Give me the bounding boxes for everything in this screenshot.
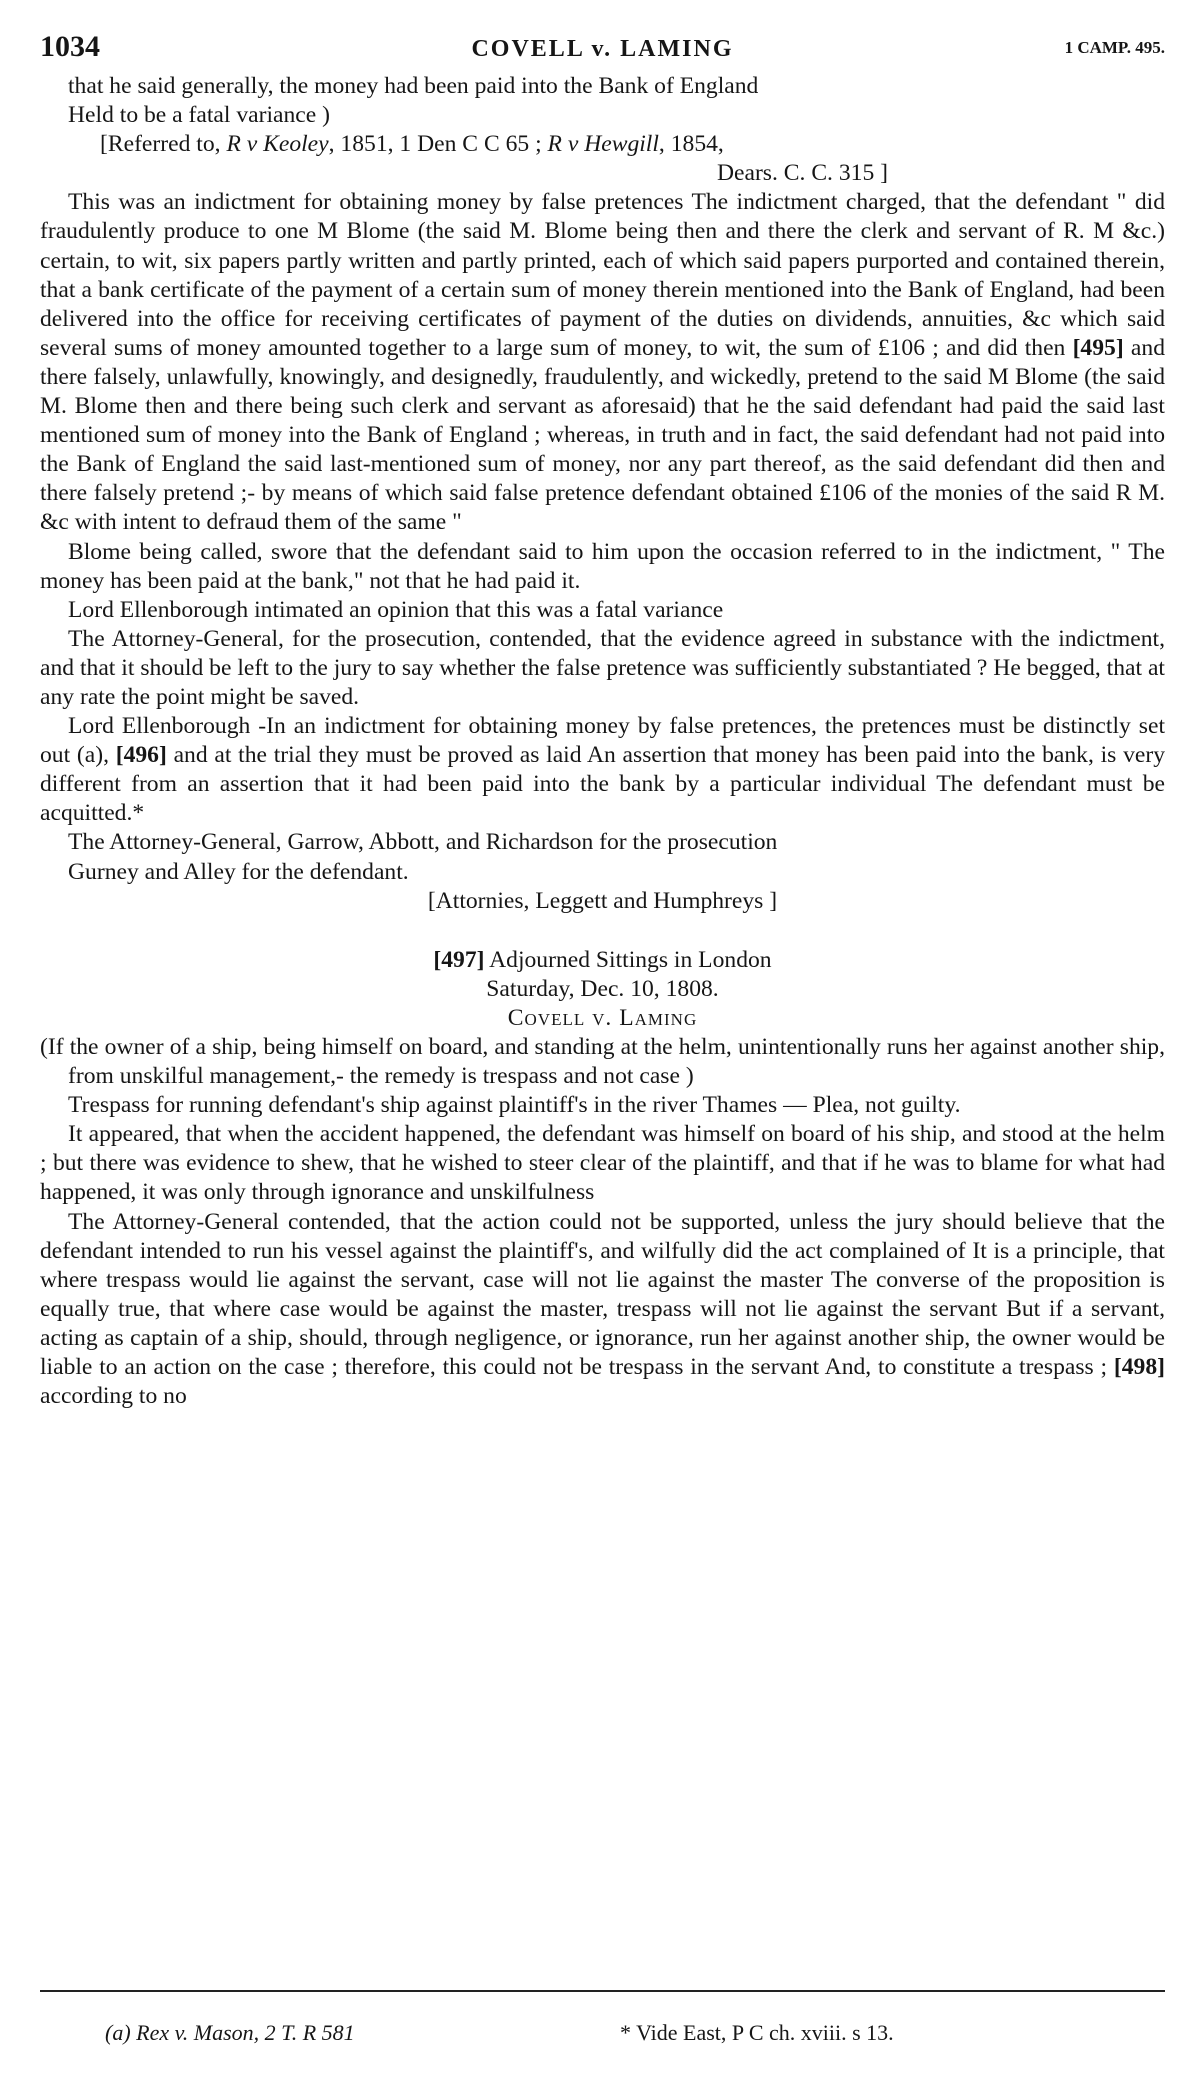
- paragraph-argument: [40, 1208, 1165, 1412]
- page-number: 1034: [40, 30, 100, 63]
- sittings-text: Adjourned Sittings in London: [484, 946, 772, 973]
- case-separator: [40, 916, 1165, 946]
- counsel-prosecution: The Attorney-General, Garrow, Abbott, and Richardson for the prosecution: [68, 829, 778, 856]
- paragraph-attorney-general: The Attorney-General, for the prosecution, contended, that the evidence agreed in substance with the indictment, and that it should be left to the jury to say whether the false pretence was sufficiently substantiated ? He begged, that at any rate the point might be saved.: [40, 625, 1165, 710]
- ref-text-c: , 1851, 1 Den C C 65 ;: [328, 131, 548, 158]
- para-text: and at the trial they must be proved as laid An assertion that money has been paid into the bank, is very different from an assertion that it had been paid into the bank by a particular individual The defendant must be acquitted.*: [40, 742, 1166, 827]
- para-text: Lord Ellenborough -In an indictment for obtaining money by false pretences, the pretences must be distinctly set out (a),: [40, 713, 1165, 769]
- para-text: This was an indictment for obtaining money by false pretences The indictment charged, that the defendant " did fraudulently produce to one M Blome (the said M. Blome being then and there the clerk and servant of R. M &c.) certain, to wit, six papers partly written and partly printed, each of which said papers purported and contained therein, that a bank certificate of the payment of a certain sum of money therein mentioned into the Bank of England, had been delivered into the office for receiving certificates of payment of the duties on dividends, annuities, &c which said several sums of money amounted together to a large sum of money, to wit, the sum of £106 ; and did then: [40, 189, 1165, 361]
- sittings-heading: [40, 946, 1165, 975]
- running-title: COVELL v. LAMING: [471, 36, 734, 62]
- paragraph-judgment: [40, 712, 1165, 828]
- headnote-holding: Held to be a fatal variance ): [68, 102, 331, 129]
- ref-text-e: , 1854,: [658, 131, 724, 158]
- paragraph-trespass: Trespass for running defendant's ship against plaintiff's in the river Thames — Plea, not guilty.: [68, 1092, 961, 1119]
- case-headnote: (If the owner of a ship, being himself on board, and standing at the helm, unintentionally runs her against another ship, from unskilful management,- the remedy is trespass and not case ): [40, 1034, 1165, 1090]
- footnote-a: (a) Rex v. Mason, 2 T. R 581: [105, 2020, 355, 2045]
- referred-to: [40, 130, 1165, 159]
- attornies: [Attornies, Leggett and Humphreys ]: [427, 887, 778, 914]
- para-text: according to no: [40, 1383, 187, 1410]
- page-body: [40, 72, 1165, 1411]
- headnote-continuation: that he said generally, the money had been paid into the Bank of England: [68, 73, 759, 99]
- ref-text-a: [Referred to,: [100, 131, 227, 158]
- case-date: Saturday, Dec. 10, 1808.: [486, 975, 719, 1002]
- running-header: [40, 30, 1165, 72]
- counsel-defendant: Gurney and Alley for the defendant.: [68, 858, 409, 885]
- ref-case-1: R v Keoley: [226, 131, 329, 158]
- case-title: Covell v. Laming: [507, 1004, 698, 1031]
- page-marker: [496]: [115, 742, 167, 769]
- page-marker: [498]: [1113, 1354, 1165, 1381]
- paragraph-blome: Blome being called, swore that the defendant said to him upon the occasion referred to in the indictment, " The money has been paid at the bank," not that he had paid it.: [40, 538, 1165, 594]
- page: [40, 30, 1165, 1411]
- footnote-rule: [40, 1990, 1165, 1992]
- page-marker: [497]: [433, 946, 485, 973]
- page-marker: [495]: [1072, 334, 1124, 361]
- paragraph-facts: It appeared, that when the accident happened, the defendant was himself on board of his ship, and stood at the helm ; but there was evidence to shew, that he wished to steer clear of the plaintiff, and that if he was to blame for what had happened, it was only through ignorance and unskilfulness: [40, 1121, 1165, 1206]
- para-text: and there falsely, unlawfully, knowingly, and designedly, fraudulently, and wickedly, pretend to the said M Blome (the said M. Blome then and there being such clerk and servant as aforesaid) that he the said defendant had paid the said last mentioned sum of money into the Bank of England ; whereas, in truth and in fact, the said defendant had not paid into the Bank of England the said last-mentioned sum of money, nor any part thereof, as the said defendant did then and there falsely pretend ;- by means of which said false pretence defendant obtained £106 of the monies of the said R M. &c with intent to defraud them of the same ": [40, 334, 1165, 536]
- referred-to-cont: Dears. C. C. 315 ]: [716, 160, 889, 187]
- footnote-star: * Vide East, P C ch. xviii. s 13.: [620, 2020, 894, 2045]
- paragraph-indictment: [40, 188, 1165, 537]
- header-citation: 1 CAMP. 495.: [1064, 38, 1165, 57]
- paragraph-ellenborough-opinion: Lord Ellenborough intimated an opinion that this was a fatal variance: [68, 596, 724, 623]
- ref-case-2: R v Hewgill: [547, 131, 659, 158]
- para-text: The Attorney-General contended, that the action could not be supported, unless the jury should believe that the defendant intended to run his vessel against the plaintiff's, and wilfully did the act complained of It is a principle, that where trespass would lie against the servant, case will not lie against the master The converse of the proposition is equally true, that where case would be against the master, trespass will not lie against the servant But if a servant, acting as captain of a ship, should, through negligence, or ignorance, run her against another ship, the owner would be liable to an action on the case ; therefore, this could not be trespass in the servant And, to constitute a trespass ;: [40, 1208, 1165, 1381]
